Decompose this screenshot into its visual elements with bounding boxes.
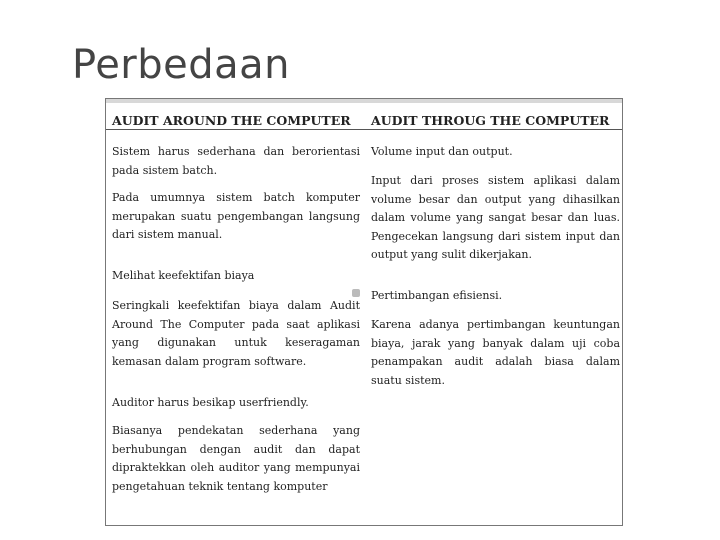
right-cell-4: Karena adanya pertimbangan keuntungan biaya, jarak yang banyak dalam uji coba penampakan audit adalah biasa dalam suatu sistem. [371,318,620,387]
slide-title: Perbedaan [72,42,291,88]
table-top-strip [106,99,622,103]
comparison-table [105,98,623,526]
left-cell-5: Auditor harus besikap userfriendly. [112,396,309,409]
left-cell-2: Pada umumnya sistem batch komputer merupakan suatu pengembangan langsung dari sistem manual. [112,191,360,241]
header-audit-around: AUDIT AROUND THE COMPUTER [112,113,351,128]
scan-artifact [352,289,360,297]
left-cell-6: Biasanya pendekatan sederhana yang berhubungan dengan audit dan dapat dipraktekkan oleh auditor yang mempunyai pengetahuan teknik tentang komputer [112,424,360,493]
right-cell-2: Input dari proses sistem aplikasi dalam volume besar dan output yang dihasilkan dalam volume yang sangat besar dan luas. Pengecekan langsung dari sistem input dan output yang sulit dikerjakan. [371,174,620,261]
header-divider [106,129,622,130]
left-cell-4: Seringkali keefektifan biaya dalam Audit Around The Computer pada saat aplikasi yang digunakan untuk keseragaman kemasan dalam program software. [112,299,360,368]
right-cell-3: Pertimbangan efisiensi. [371,289,503,302]
left-cell-3: Melihat keefektifan biaya [112,269,255,282]
left-cell-1: Sistem harus sederhana dan berorientasi pada sistem batch. [112,145,360,177]
header-audit-through: AUDIT THROUG THE COMPUTER [371,113,610,128]
right-cell-1: Volume input dan output. [371,145,513,158]
